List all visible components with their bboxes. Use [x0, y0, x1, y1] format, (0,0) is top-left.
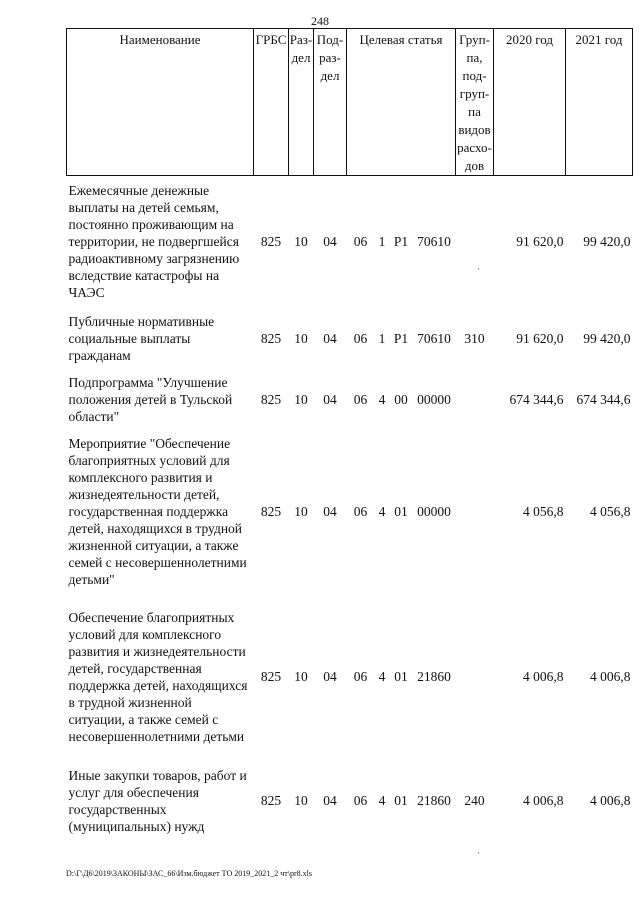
- row-2020: 91 620,0: [516, 330, 564, 346]
- row-razdel: 10: [294, 391, 308, 407]
- row-cs-subprogram: 4: [378, 503, 386, 519]
- row-vr: 310: [464, 330, 485, 346]
- row-vr: [456, 369, 494, 430]
- row-cs-event: 00: [394, 391, 408, 407]
- table-row: [67, 593, 633, 761]
- row-cs-direction: 00000: [417, 503, 451, 519]
- row-cs-subprogram: 4: [378, 391, 386, 407]
- row-grbs: 825: [260, 391, 282, 407]
- row-name: Обеспечение благоприятных условий для комплексного развития и жизнедеятельности детей, государственная поддержка детей, находящихся в трудной жизненной ситуации, а также семей с несовершеннолетними детьми: [68, 609, 248, 744]
- row-cs-program: 06: [353, 503, 368, 519]
- row-cs-program: 06: [353, 669, 368, 684]
- row-2020: 4 006,8: [523, 669, 564, 684]
- row-podrazdel: 04: [323, 503, 337, 519]
- row-podrazdel: 04: [323, 330, 337, 346]
- file-path-footer: D:\Г\Д6\2019\ЗАКОНЫ\ЗАС_66\Изм.бюджет ТО 2019_2021_2 чт\pr8.xls: [66, 869, 312, 878]
- row-name: Мероприятие "Обеспечение благоприятных условий для комплексного развития и жизнедеятельности детей, государственная поддержка детей, находящихся в трудной жизненной ситуации, а также семей с несовершеннолетними детьми": [68, 435, 247, 587]
- scan-mark: [478, 268, 479, 270]
- row-vr: [456, 593, 494, 761]
- row-cs-direction: 21860: [417, 669, 451, 684]
- row-vr: 240: [464, 793, 485, 808]
- row-cs-program: 06: [353, 391, 368, 407]
- row-2021: 4 056,8: [590, 503, 631, 519]
- row-cs-event: 01: [394, 793, 408, 808]
- row-razdel: 10: [294, 669, 308, 684]
- row-name: Подпрограмма "Улучшение положения детей в Тульской области": [68, 374, 233, 424]
- budget-table: [66, 28, 633, 841]
- row-cs-event: Р1: [393, 234, 409, 250]
- row-cs-event: 01: [394, 669, 408, 684]
- row-podrazdel: 04: [323, 793, 337, 808]
- row-razdel: 10: [294, 330, 308, 346]
- header-2020: 2020 год: [494, 29, 566, 176]
- row-cs-subprogram: 1: [378, 330, 386, 346]
- row-cs-subprogram: 4: [378, 793, 386, 808]
- header-celevaya-statya: Целевая статья: [347, 29, 456, 176]
- row-2021: 674 344,6: [576, 391, 631, 407]
- header-2021: 2021 год: [566, 29, 633, 176]
- header-gruppa-vidov-rashodov: Груп-па, под-груп-па видов расхо-дов: [456, 29, 494, 176]
- table-row: [67, 369, 633, 430]
- row-name: Ежемесячные денежные выплаты на детей семьям, постоянно проживающим на территории, не подвергшейся радиоактивному загрязнению вследствие катастрофы на ЧАЭС: [68, 183, 240, 301]
- row-cs-direction: 70610: [417, 330, 451, 346]
- row-2021: 4 006,8: [590, 669, 631, 684]
- scan-mark: [478, 852, 479, 854]
- table-header-row: [67, 29, 633, 176]
- row-2020: 4 056,8: [523, 503, 564, 519]
- header-name: Наименование: [67, 29, 254, 176]
- row-razdel: 10: [294, 503, 308, 519]
- row-grbs: 825: [260, 503, 282, 519]
- row-grbs: 825: [260, 330, 282, 346]
- header-razdel: Раз-дел: [289, 29, 314, 176]
- row-2020: 91 620,0: [516, 234, 564, 250]
- table-row: [67, 308, 633, 369]
- row-cs-subprogram: 1: [378, 234, 386, 250]
- row-2021: 99 420,0: [583, 330, 631, 346]
- row-cs-subprogram: 4: [378, 669, 386, 684]
- row-grbs: 825: [260, 234, 282, 250]
- row-podrazdel: 04: [323, 234, 337, 250]
- header-grbs: ГРБС: [254, 29, 289, 176]
- row-cs-program: 06: [353, 234, 368, 250]
- table-row: [67, 176, 633, 308]
- row-vr: [456, 176, 494, 308]
- row-cs-program: 06: [353, 330, 368, 346]
- row-podrazdel: 04: [323, 669, 337, 684]
- table-row: [67, 430, 633, 593]
- row-name: Публичные нормативные социальные выплаты гражданам: [68, 313, 215, 363]
- row-vr: [456, 430, 494, 593]
- row-cs-direction: 21860: [417, 793, 451, 808]
- header-podrazdel: Под-раз-дел: [314, 29, 347, 176]
- row-grbs: 825: [260, 669, 282, 684]
- row-razdel: 10: [294, 234, 308, 250]
- row-2021: 99 420,0: [583, 234, 631, 250]
- row-grbs: 825: [260, 793, 282, 808]
- row-razdel: 10: [294, 793, 308, 808]
- row-2020: 4 006,8: [523, 793, 564, 808]
- row-cs-event: 01: [394, 503, 408, 519]
- row-cs-direction: 70610: [417, 234, 451, 250]
- row-cs-event: Р1: [393, 330, 409, 346]
- row-cs-program: 06: [353, 793, 368, 808]
- row-2020: 674 344,6: [509, 391, 564, 407]
- table-row: [67, 761, 633, 841]
- row-name: Иные закупки товаров, работ и услуг для обеспечения государственных (муниципальных) нужд: [68, 767, 247, 834]
- row-2021: 4 006,8: [590, 793, 631, 808]
- row-podrazdel: 04: [323, 391, 337, 407]
- page-number: 248: [311, 14, 329, 28]
- row-cs-direction: 00000: [417, 391, 451, 407]
